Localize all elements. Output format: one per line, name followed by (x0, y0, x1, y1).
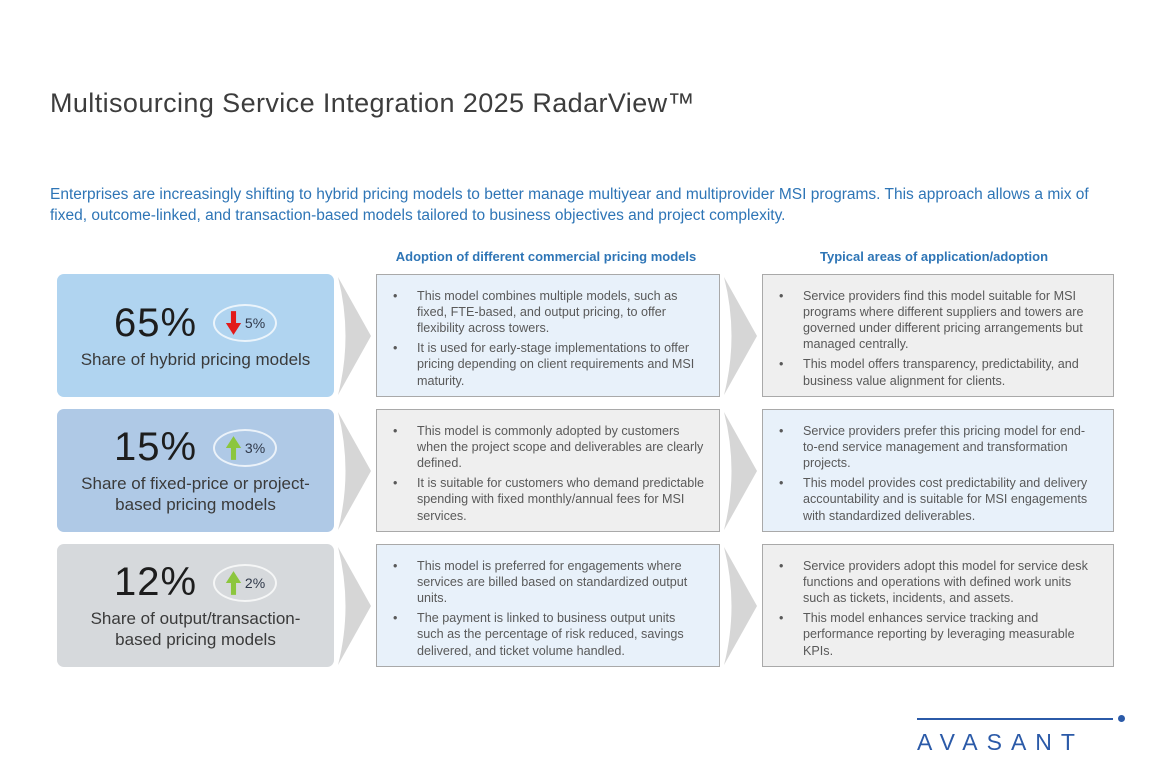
bullet-item (775, 423, 1099, 471)
logo-rule (917, 715, 1125, 723)
bullet-marker: • (779, 611, 784, 626)
bullet-marker: • (779, 424, 784, 438)
bullet-text: This model provides cost predictability and delivery accountability and is suitable for MSI engagements with standardized deliverables. (803, 476, 1088, 523)
bullet-text: Service providers prefer this pricing model for end-to-end service management and transformation projects. (803, 424, 1086, 471)
bullet-text: This model is commonly adopted by customers when the project scope and deliverables are clearly defined. (417, 424, 704, 471)
stat-value: 65% (113, 300, 198, 345)
adoption-panel (376, 544, 720, 667)
bullet-text: The payment is linked to business output units such as the percentage of risk reduced, savings delivered, and ticket volume handled. (417, 611, 684, 658)
stat-card-output-transaction (57, 544, 334, 667)
bullet-text: It is used for early-stage implementations to offer pricing depending on client requirements and MSI maturity. (417, 341, 695, 388)
column-headers (57, 249, 1107, 264)
stat-value: 15% (113, 425, 198, 470)
bullet-item (775, 558, 1099, 606)
trend-value: 5% (244, 315, 266, 332)
stat-card-hybrid (57, 274, 334, 397)
bullet-marker: • (393, 424, 398, 438)
right-chevron-icon (723, 545, 759, 667)
trend-badge (213, 429, 277, 467)
bullet-marker: • (393, 476, 398, 491)
bullet-item (775, 475, 1099, 523)
bullet-marker: • (779, 357, 784, 372)
right-chevron-icon (337, 410, 373, 532)
avasant-logo (917, 715, 1125, 756)
trend-badge (213, 304, 277, 342)
bullet-item (389, 558, 705, 606)
stat-label: Share of fixed-price or project-based pricing models (81, 474, 310, 514)
logo-text: AVASANT (917, 729, 1084, 755)
trend-value: 3% (244, 439, 266, 456)
bullet-text: This model combines multiple models, such as fixed, FTE-based, and output pricing, to offer flexibility across towers. (417, 289, 678, 336)
bullet-text: This model enhances service tracking and performance reporting by leveraging measurable KPIs. (803, 611, 1075, 658)
trend-down-arrow-icon (225, 310, 242, 336)
bullet-marker: • (779, 559, 784, 573)
trend-up-arrow-icon (225, 435, 242, 461)
adoption-panel (376, 274, 720, 397)
row-fixed-price (57, 409, 1117, 532)
adoption-column-header: Adoption of different commercial pricing models (395, 249, 697, 264)
bullet-item (775, 288, 1099, 352)
row-hybrid-pricing (57, 274, 1117, 397)
bullet-item (389, 610, 705, 658)
bullet-item (389, 475, 705, 523)
pricing-model-rows (57, 274, 1117, 667)
bullet-item (389, 288, 705, 336)
application-panel (762, 274, 1114, 397)
bullet-text: Service providers find this model suitable for MSI programs where different suppliers and towers are governed under different pricing arrangements but managed centrally. (803, 289, 1084, 352)
bullet-marker: • (393, 341, 398, 356)
logo-dot-icon (1118, 715, 1125, 722)
application-panel (762, 409, 1114, 532)
trend-value: 2% (244, 574, 266, 591)
right-chevron-icon (723, 275, 759, 397)
application-column-header: Typical areas of application/adoption (819, 249, 1049, 264)
stat-card-fixed-price (57, 409, 334, 532)
bullet-item (389, 340, 705, 388)
right-chevron-icon (337, 275, 373, 397)
bullet-item (775, 356, 1099, 388)
right-chevron-icon (723, 410, 759, 532)
bullet-marker: • (779, 289, 784, 303)
stat-value: 12% (113, 560, 198, 605)
row-output-transaction (57, 544, 1117, 667)
logo-line (917, 718, 1113, 720)
application-panel (762, 544, 1114, 667)
bullet-item (775, 610, 1099, 658)
bullet-marker: • (393, 611, 398, 626)
bullet-marker: • (779, 476, 784, 491)
stat-label: Share of hybrid pricing models (80, 349, 311, 369)
bullet-text: Service providers adopt this model for service desk functions and operations with defined work units such as tickets, incidents, and assets. (803, 559, 1088, 606)
bullet-marker: • (393, 289, 398, 303)
right-chevron-icon (337, 545, 373, 667)
page-title: Multisourcing Service Integration 2025 RadarView™ (50, 88, 695, 118)
bullet-text: This model offers transparency, predictability, and business value alignment for clients. (803, 357, 1079, 388)
intro-paragraph: Enterprises are increasingly shifting to hybrid pricing models to better manage multiyear and multiprovider MSI programs. This approach allows a mix of fixed, outcome-linked, and transaction-based models tailored to business objectives and project complexity. (50, 186, 1089, 224)
adoption-panel (376, 409, 720, 532)
trend-badge (213, 564, 277, 602)
trend-up-arrow-icon (225, 570, 242, 596)
stat-label: Share of output/transaction-based pricing models (90, 609, 301, 649)
bullet-marker: • (393, 559, 398, 573)
bullet-text: This model is preferred for engagements where services are billed based on standardized output units. (417, 559, 688, 606)
bullet-item (389, 423, 705, 471)
bullet-text: It is suitable for customers who demand predictable spending with fixed monthly/annual fees for MSI services. (417, 476, 704, 523)
